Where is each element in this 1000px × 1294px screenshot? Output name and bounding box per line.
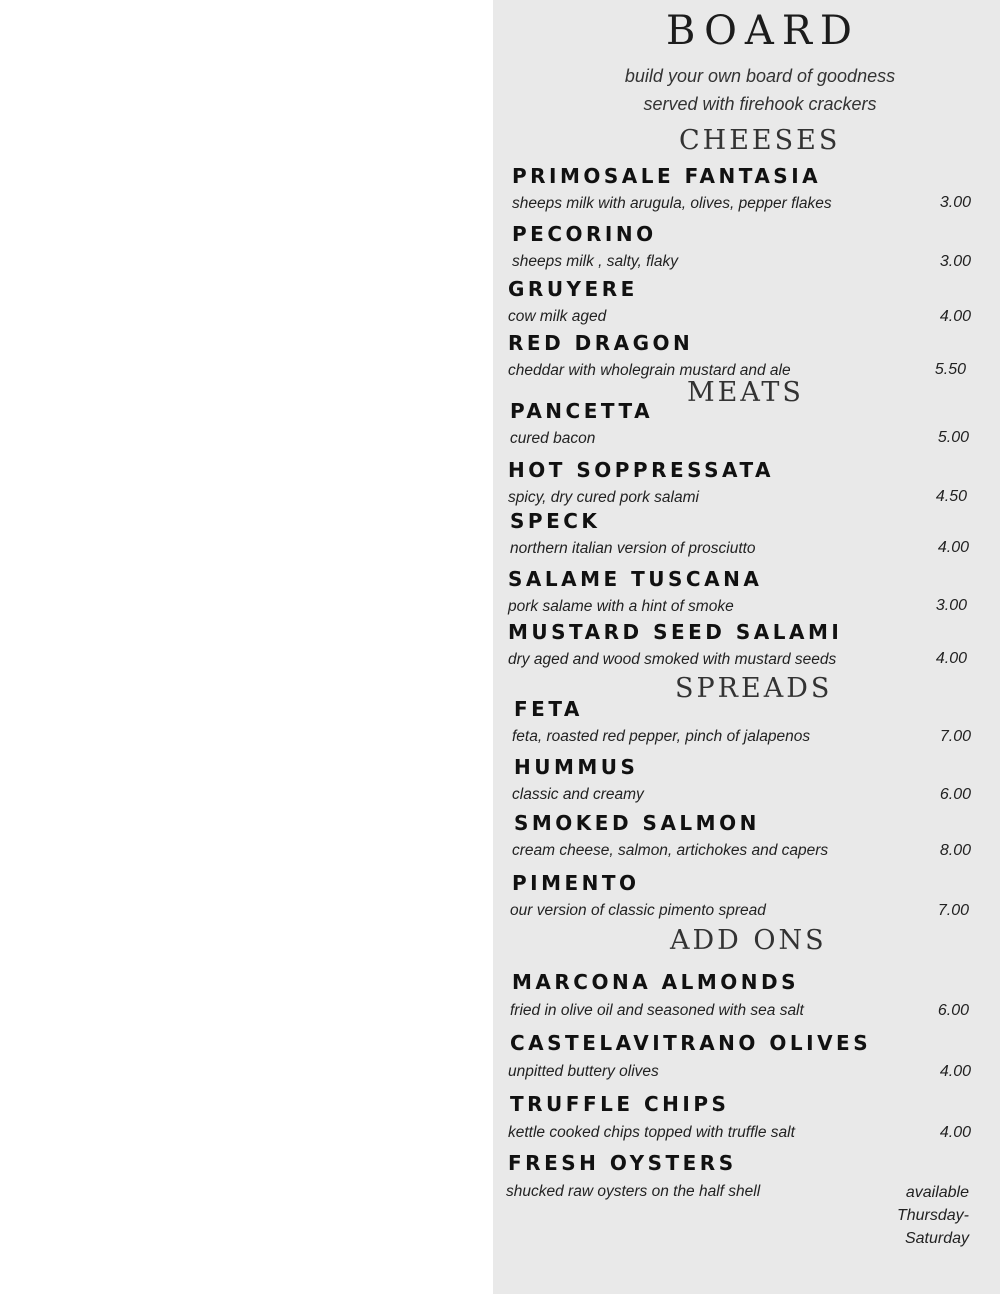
- item-name: SPECK: [510, 509, 601, 533]
- item-price: 3.00: [935, 597, 967, 614]
- item-description: dry aged and wood smoked with mustard seeds: [508, 651, 837, 668]
- item-price: 4.00: [939, 308, 971, 325]
- item-name: PECORINO: [512, 222, 657, 246]
- item-description: classic and creamy: [512, 786, 644, 803]
- menu-subtitle: [560, 62, 960, 118]
- menu-panel: [493, 0, 1000, 1294]
- item-name: TRUFFLE CHIPS: [510, 1092, 730, 1116]
- item-description: fried in olive oil and seasoned with sea salt: [510, 1002, 804, 1019]
- item-price: 3.00: [939, 194, 971, 211]
- subtitle-line-2: served with firehook crackers: [643, 94, 877, 114]
- item-description: shucked raw oysters on the half shell: [506, 1183, 761, 1200]
- menu-title: BOARD: [666, 8, 861, 54]
- item-name: SALAME TUSCANA: [508, 567, 763, 591]
- item-name: GRUYERE: [508, 277, 638, 301]
- item-price: 4.00: [937, 539, 969, 556]
- item-description: cured bacon: [510, 430, 596, 447]
- item-description: cow milk aged: [508, 308, 607, 325]
- item-name: RED DRAGON: [508, 331, 694, 355]
- item-name: HOT SOPPRESSATA: [508, 458, 775, 482]
- item-price: 7.00: [937, 902, 969, 919]
- section-title-meats: MEATS: [687, 377, 804, 408]
- item-description: pork salame with a hint of smoke: [508, 598, 734, 615]
- item-description: cheddar with wholegrain mustard and ale: [508, 362, 791, 379]
- section-title-cheeses: CHEESES: [679, 125, 841, 156]
- item-price: 5.00: [937, 429, 969, 446]
- item-name: MARCONA ALMONDS: [512, 970, 800, 994]
- item-description: unpitted buttery olives: [508, 1063, 659, 1080]
- item-name: HUMMUS: [514, 755, 639, 779]
- item-description: sheeps milk , salty, flaky: [512, 253, 678, 270]
- item-price: 4.00: [935, 650, 967, 667]
- item-description: cream cheese, salmon, artichokes and capers: [512, 842, 829, 859]
- item-name: CASTELAVITRANO OLIVES: [510, 1031, 872, 1055]
- item-name: PIMENTO: [512, 871, 640, 895]
- item-name: PANCETTA: [510, 399, 654, 423]
- section-title-spreads: SPREADS: [675, 673, 833, 704]
- item-name: FETA: [514, 697, 583, 721]
- item-availability: available Thursday-Saturday: [896, 1184, 969, 1247]
- section-title-add-ons: ADD ONS: [670, 925, 827, 956]
- item-price: 6.00: [937, 1002, 969, 1019]
- item-price: 6.00: [939, 786, 971, 803]
- item-description: feta, roasted red pepper, pinch of jalapenos: [512, 728, 811, 745]
- item-description: northern italian version of prosciutto: [510, 540, 756, 557]
- item-name: MUSTARD SEED SALAMI: [508, 620, 843, 644]
- item-price: 7.00: [939, 728, 971, 745]
- item-price: 4.00: [939, 1063, 971, 1080]
- item-description: sheeps milk with arugula, olives, pepper flakes: [512, 195, 832, 212]
- item-name: PRIMOSALE FANTASIA: [512, 164, 822, 188]
- subtitle-line-1: build your own board of goodness: [624, 66, 896, 86]
- item-description: our version of classic pimento spread: [510, 902, 766, 919]
- item-price: 3.00: [939, 253, 971, 270]
- item-description: spicy, dry cured pork salami: [508, 489, 699, 506]
- item-price: 5.50: [934, 361, 966, 378]
- item-name: SMOKED SALMON: [514, 811, 760, 835]
- item-price: 4.00: [939, 1124, 971, 1141]
- item-price: 4.50: [935, 488, 967, 505]
- item-name: FRESH OYSTERS: [508, 1151, 737, 1175]
- item-price: 8.00: [939, 842, 971, 859]
- item-description: kettle cooked chips topped with truffle salt: [508, 1124, 795, 1141]
